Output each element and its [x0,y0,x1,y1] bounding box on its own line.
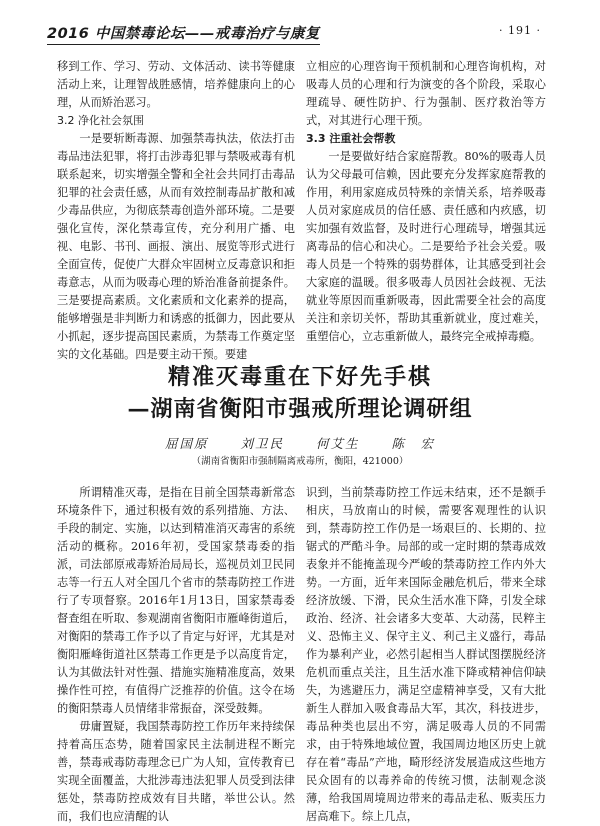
article-subtitle: —湖南省衡阳市强戒所理论调研组 [127,396,473,422]
article-left-column [57,484,295,826]
paragraph: 毋庸置疑，我国禁毒防控工作历年来持续保持着高压态势，随着国家民主法制进程不断完善，禁毒戒毒防毒理念已广为人知，宣传教育已实现全面覆盖，大批涉毒违法犯罪人员受到法律惩处，禁毒防控成效有目共睹，举世公认。然而，我们也应清醒的认 [57,720,295,823]
paragraph: 识到，当前禁毒防控工作远未结束，还不是额手相庆，马放南山的时候，需要客观理性的认识到，禁毒防控工作仍是一场艰巨的、长期的、拉锯式的严酷斗争。局部的或一定时期的禁毒成效表象并不能掩盖现今严峻的禁毒防控工作内外大势。一方面，近年来国际金融危机后，带来全球经济放缓、下滑，民众生活水准下降，引发全球政治、经济、社会诸多大变革、大动荡，民粹主义、恐怖主义、保守主义、利己主义盛行，毒品作为暴利产业，必然引起相当人群试图摆脱经济危机而重点关注，且生活水准下降或精神信仰缺失，为逃避压力，满足空虚精神享受，又有大批新生人群加入吸食毒品大军，其次，科技进步，毒品种类也层出不穷，满足吸毒人员的不同需求，由于特殊地域位置，我国周边地区历史上就存在着“毒品”产地，畸形经济发展造成这些地方民众固有的以毒养命的传统习惯，法制观念淡薄，给我国周境周边带来的毒品走私、贩卖压力居高难下。综上几点， [306,486,546,823]
article-title: 精准灭毒重在下好先手棋 [167,364,432,390]
article-right-column [306,484,546,826]
previous-article-right-column [306,58,546,346]
author-name: 何艾生 [315,436,360,451]
paragraph: 一是要斩断毒源、加强禁毒执法，依法打击毒品违法犯罪，将打击涉毒犯罪与禁吸戒毒有机联系起来，切实增强全警和全社会共同打击毒品犯罪的社会责任感，从而有效控制毒品扩散和减少毒品供应，为彻底禁毒创造外部环境。二是要强化宣传，深化禁毒宣传，充分利用广播、电视、电影、书刊、画报、演出、展览等形式进行全面宣传，促使广大群众牢固树立反毒意识和拒毒意志，从而为吸毒心理的矫治准备前提条件。三是要提高素质。文化素质和文化素养的提高，能够增强是非判断力和诱惑的抵御力，因此要从小抓起，逐步提高国民素质，为禁毒工作奠定坚实的文化基础。四是要主动干预。要建 [57,132,295,361]
previous-article-left-column [57,58,295,364]
journal-running-head: 2016 中国禁毒论坛——戒毒治疗与康复 [47,22,320,45]
paragraph: 移到工作、学习、劳动、文体活动、读书等健康活动上来，让理智战胜感情，培养健康向上的心理，从而矫治恶习。 [57,60,295,109]
author-list [0,434,600,452]
author-name: 屈国原 [164,436,209,451]
author-name: 刘卫民 [240,436,284,451]
page-number: · 191 · [499,24,541,37]
author-name: 陈 宏 [391,436,435,451]
running-header [47,22,557,44]
section-heading-3-3: 3.3 注重社会帮教 [306,132,396,145]
section-heading-3-2: 3.2 净化社会氛围 [57,114,144,127]
author-affiliation: （湖南省衡阳市强制隔离戒毒所，衡阳，421000） [191,456,409,467]
paragraph: 一是要做好结合家庭帮教。80%的吸毒人员认为父母最可信赖，因此要充分发挥家庭帮教的作用，利用家庭成员特殊的亲情关系，培养吸毒人员对家庭成员的信任感、责任感和内疚感，切实加强有效监督，及时进行心理疏导，增强其远离毒品的信心和决心。二是要给予社会关爱。吸毒人员是一个特殊的弱势群体，让其感受到社会大家庭的温暖。很多吸毒人员因社会歧视、无法就业等原因而重新吸毒，因此需要全社会的高度关注和亲切关怀，帮助其重新就业，度过难关，重塑信心，立志重新做人，最终完全戒掉毒瘾。 [306,150,546,343]
paragraph: 立相应的心理咨询干预机制和心理咨询机构，对吸毒人员的心理和行为演变的各个阶段，采取心理疏导、硬性防护、行为强制、医疗救治等方式，对其进行心理干预。 [306,60,546,127]
paragraph: 所谓精准灭毒，是指在目前全国禁毒新常态环境条件下，通过积极有效的系列措施、方法、手段的制定、实施，以达到精准消灭毒害的系统活动的概称。2016年初，受国家禁毒委的指派，司法部原戒毒矫治局局长，巡视员刘卫民同志等一行五人对全国几个省市的禁毒防控工作进行了专项督察。2016年1月13日，国家禁毒委督查组在听取、参观湖南省衡阳市雁峰街道后，对衡阳的禁毒工作予以了肯定与好评，尤其是对衡阳雁峰街道社区禁毒工作更是予以高度肯定，认为其做法针对性强、措施实施精准度高，效果操作性可控，有值得广泛推荐的价值。这令在场的衡阳禁毒人员情绪非常振奋，深受鼓舞。 [57,486,295,715]
